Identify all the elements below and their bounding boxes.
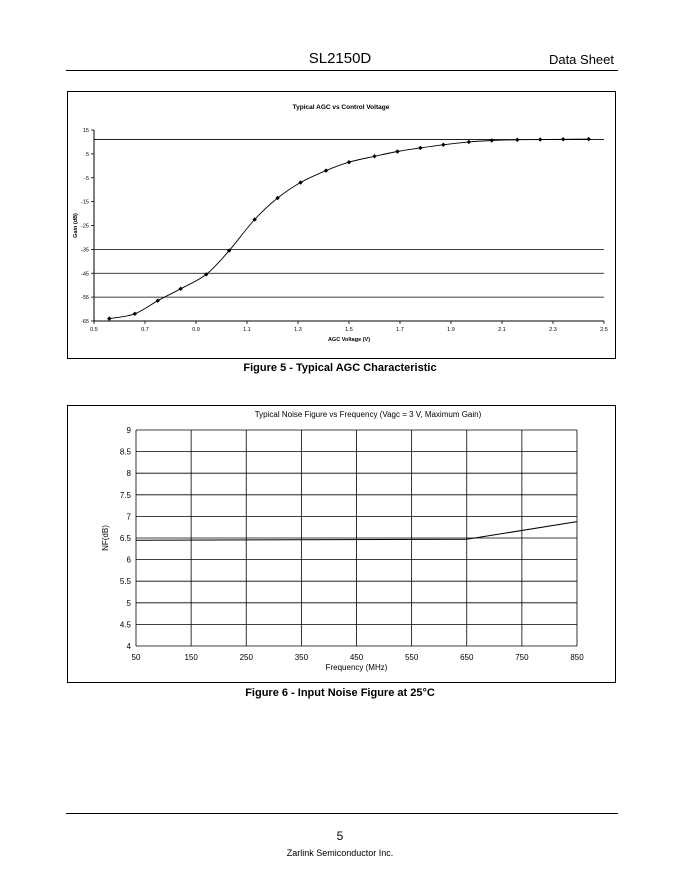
gain-data-point bbox=[324, 168, 328, 172]
y-tick-label: 7.5 bbox=[119, 490, 131, 500]
document-type: Data Sheet bbox=[548, 52, 614, 67]
y-tick-label: 5.5 bbox=[119, 577, 131, 587]
x-tick-label: 350 bbox=[294, 653, 309, 662]
x-tick-label: 550 bbox=[404, 653, 419, 662]
header-divider bbox=[66, 70, 618, 71]
gain-data-point bbox=[538, 137, 542, 141]
x-tick-label: 1.9 bbox=[447, 327, 455, 333]
y-tick-label: -55 bbox=[81, 295, 89, 302]
gain-data-point bbox=[490, 138, 494, 142]
x-tick-label: 0.5 bbox=[90, 327, 98, 333]
x-tick-label: 1.1 bbox=[243, 327, 251, 333]
y-tick-label: 4 bbox=[126, 642, 131, 651]
noise-figure-chart bbox=[67, 405, 616, 683]
gain-series-line bbox=[109, 139, 588, 319]
y-tick-label: 5 bbox=[126, 598, 131, 608]
y-tick-label: 6 bbox=[126, 555, 131, 565]
y-tick-label: 8.5 bbox=[119, 447, 131, 457]
chart-title: Typical AGC vs Control Voltage bbox=[292, 104, 390, 111]
x-tick-label: 150 bbox=[184, 653, 198, 662]
y-tick-label: -15 bbox=[81, 199, 89, 206]
gain-data-point bbox=[418, 146, 422, 150]
y-tick-label: -5 bbox=[84, 175, 89, 182]
agc-chart-svg bbox=[68, 92, 615, 358]
gain-data-point bbox=[179, 287, 183, 291]
x-tick-label: 0.7 bbox=[141, 327, 149, 333]
gain-data-point bbox=[347, 160, 351, 164]
y-axis-label: NF(dB) bbox=[101, 525, 110, 551]
gain-data-point bbox=[441, 143, 445, 147]
gain-data-point bbox=[107, 316, 111, 320]
gain-data-point bbox=[133, 312, 137, 316]
y-tick-label: -25 bbox=[81, 223, 89, 230]
y-tick-label: 15 bbox=[82, 128, 89, 134]
x-tick-label: 2.1 bbox=[498, 327, 506, 333]
agc-chart bbox=[67, 91, 616, 359]
noise-figure-chart-svg bbox=[68, 406, 615, 682]
y-tick-label: 7 bbox=[126, 512, 131, 522]
x-tick-label: 1.5 bbox=[345, 327, 353, 333]
x-tick-label: 250 bbox=[239, 653, 253, 662]
figure-6-caption: Figure 6 - Input Noise Figure at 25°C bbox=[245, 687, 435, 699]
chart-title: Typical Noise Figure vs Frequency (Vagc = 3 V, Maximum Gain) bbox=[254, 410, 482, 419]
y-tick-label: -65 bbox=[81, 319, 89, 325]
y-tick-label: -45 bbox=[81, 271, 89, 278]
x-tick-label: 0.9 bbox=[192, 327, 200, 333]
y-tick-label: 8 bbox=[126, 469, 131, 479]
figure-5-caption: Figure 5 - Typical AGC Characteristic bbox=[243, 362, 437, 374]
y-tick-label: 5 bbox=[85, 151, 89, 158]
gain-data-point bbox=[467, 140, 471, 144]
x-tick-label: 1.7 bbox=[396, 327, 404, 333]
footer-divider bbox=[66, 813, 618, 814]
x-tick-label: 50 bbox=[131, 653, 141, 662]
gain-data-point bbox=[156, 299, 160, 303]
x-axis-label: Frequency (MHz) bbox=[325, 663, 388, 672]
y-tick-label: -35 bbox=[81, 247, 89, 254]
y-axis-label: Gain (dB) bbox=[73, 213, 79, 238]
x-tick-label: 450 bbox=[349, 653, 364, 662]
document-title: SL2150D bbox=[308, 50, 372, 67]
gain-data-point bbox=[372, 154, 376, 158]
x-tick-label: 750 bbox=[515, 653, 529, 662]
x-tick-label: 2.5 bbox=[600, 327, 608, 333]
x-tick-label: 850 bbox=[570, 653, 584, 662]
gain-data-point bbox=[395, 149, 399, 153]
y-tick-label: 6.5 bbox=[119, 534, 131, 543]
x-axis-label: AGC Voltage (V) bbox=[327, 337, 371, 343]
y-tick-label: 4.5 bbox=[119, 620, 131, 630]
page-number: 5 bbox=[336, 829, 344, 843]
company-name: Zarlink Semiconductor Inc. bbox=[286, 848, 394, 858]
x-tick-label: 650 bbox=[460, 653, 474, 662]
x-tick-label: 2.3 bbox=[549, 327, 557, 333]
gain-data-point bbox=[587, 137, 591, 141]
y-tick-label: 9 bbox=[126, 426, 131, 435]
gain-data-point bbox=[298, 180, 302, 184]
x-tick-label: 1.3 bbox=[294, 327, 302, 333]
gain-data-point bbox=[515, 138, 519, 142]
gain-data-point bbox=[561, 137, 565, 141]
